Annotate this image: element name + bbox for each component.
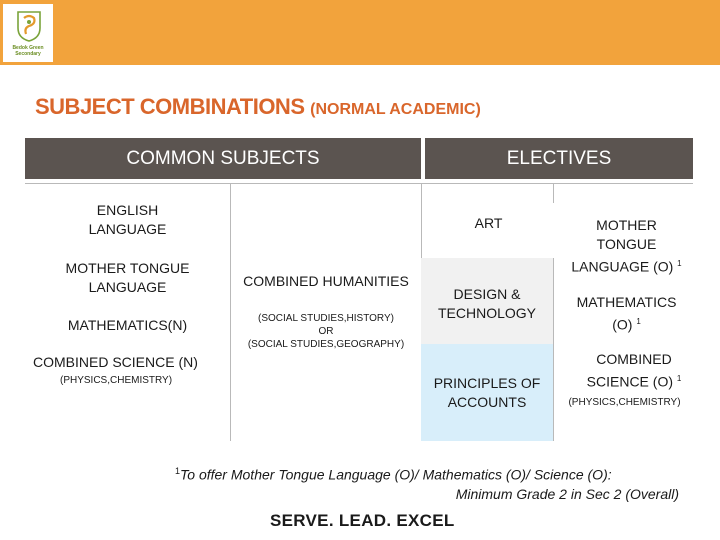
humanities-or: OR xyxy=(318,326,334,337)
combined-humanities: COMBINED HUMANITIES xyxy=(243,273,409,289)
humanities-option-geography: (SOCIAL STUDIES,GEOGRAPHY) xyxy=(247,339,405,350)
footnote xyxy=(175,462,679,504)
principles-of-accounts-label: PRINCIPLES OF ACCOUNTS xyxy=(433,375,541,410)
footnote-line-1: To offer Mother Tongue Language (O)/ Mathematics (O)/ Science (O): xyxy=(180,466,612,483)
mother-tongue-language: MOTHER TONGUE LANGUAGE xyxy=(65,260,190,295)
school-logo xyxy=(3,4,53,62)
combined-science-o-detail: (PHYSICS,CHEMISTRY) xyxy=(568,397,681,408)
common-subjects-header: COMMON SUBJECTS xyxy=(25,138,421,179)
mathematics-n: MATHEMATICS(N) xyxy=(67,317,188,333)
combined-science-o: COMBINED SCIENCE (O) $^1$ xyxy=(586,351,682,390)
electives-header: ELECTIVES xyxy=(425,138,693,179)
logo-caption: Bedok Green Secondary xyxy=(12,45,44,57)
mother-tongue-o: MOTHER TONGUE LANGUAGE (O) $^1$ xyxy=(571,217,682,275)
school-motto: SERVE. LEAD. EXCEL xyxy=(270,511,455,530)
page-title: SUBJECT COMBINATIONS (NORMAL ACADEMIC) xyxy=(35,94,481,119)
mathematics-o: MATHEMATICS (O) $^1$ xyxy=(576,294,677,333)
design-tech-label: DESIGN & TECHNOLOGY xyxy=(437,286,536,321)
top-banner xyxy=(0,0,720,65)
art-label: ART xyxy=(474,215,503,231)
page-subtitle: (NORMAL ACADEMIC) xyxy=(310,101,481,118)
combined-science-n-detail: (PHYSICS,CHEMISTRY) xyxy=(60,375,173,386)
english-language: ENGLISH LANGUAGE xyxy=(88,202,167,237)
combined-science-n: COMBINED SCIENCE (N) xyxy=(33,354,198,370)
divider-top xyxy=(25,183,693,184)
footnote-marker: 1 xyxy=(175,466,181,476)
humanities-option-history: (SOCIAL STUDIES,HISTORY) xyxy=(258,313,394,324)
school-crest-icon xyxy=(14,8,44,42)
footnote-line-2: Minimum Grade 2 in Sec 2 (Overall) xyxy=(455,485,679,502)
